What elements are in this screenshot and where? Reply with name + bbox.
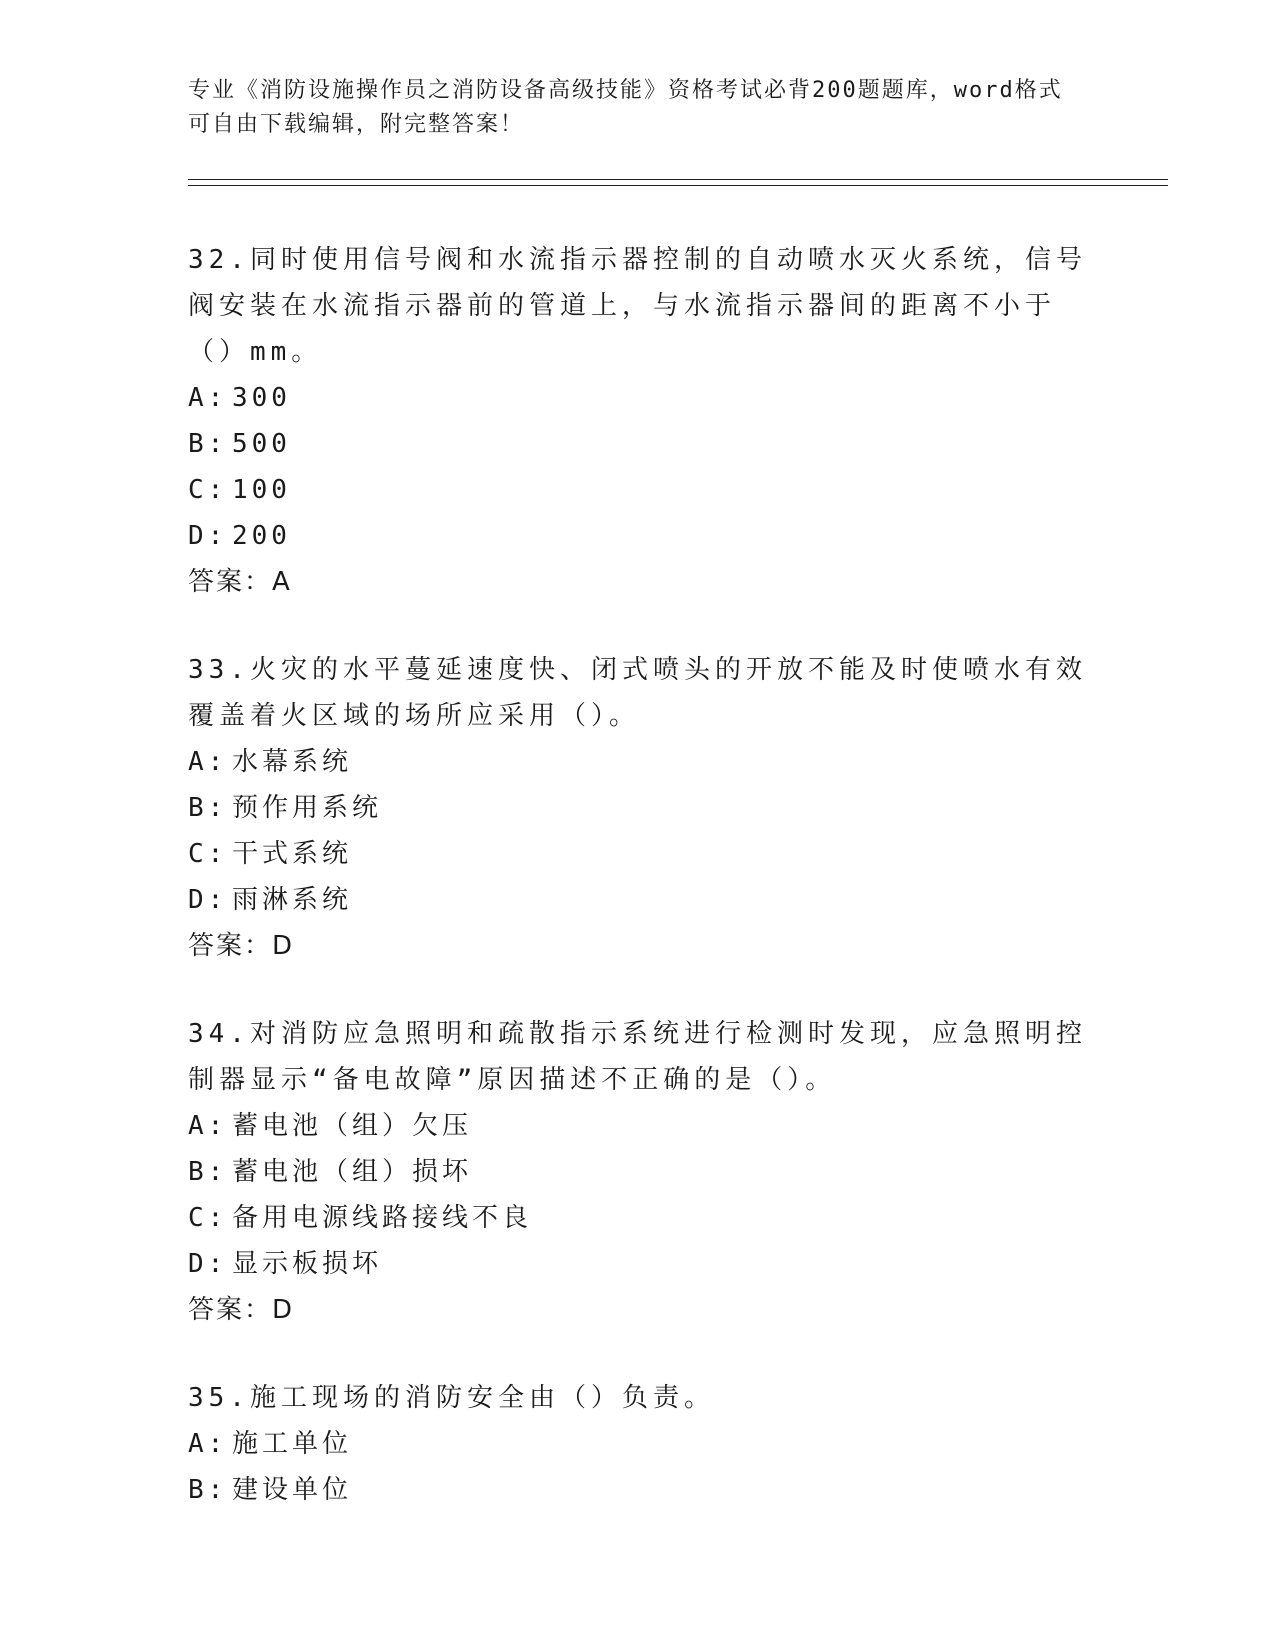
question-list [188, 237, 1088, 1555]
option-text: 水幕系统 [232, 747, 353, 777]
question-stem: 34.对消防应急照明和疏散指示系统进行检测时发现，应急照明控制器显示“备电故障”原因描述不正确的是（）。 [188, 1019, 1087, 1095]
answer-line: 答案：A [188, 567, 292, 597]
document-intro: 专业《消防设施操作员之消防设备高级技能》资格考试必背200题题库，word格式可自由下载编辑，附完整答案！ [188, 78, 1063, 137]
option-text: 干式系统 [232, 839, 353, 869]
option-letter: B: [188, 1475, 228, 1505]
header-divider-top [188, 179, 1168, 180]
question-stem: 32.同时使用信号阀和水流指示器控制的自动喷水灭火系统，信号阀安装在水流指示器前的管道上，与水流指示器间的距离不小于（）mm。 [188, 245, 1087, 367]
option-letter: B: [188, 1157, 228, 1187]
option-a [188, 739, 1088, 785]
answer-line: 答案：D [188, 931, 295, 961]
option-c [188, 467, 1088, 513]
option-letter: D: [188, 1249, 228, 1279]
option-text: 建设单位 [232, 1475, 353, 1505]
option-letter: B: [188, 793, 228, 823]
option-b [188, 785, 1088, 831]
option-text: 500 [232, 429, 291, 459]
option-c [188, 831, 1088, 877]
option-c [188, 1195, 1088, 1241]
option-a [188, 1103, 1088, 1149]
option-b [188, 1467, 1088, 1513]
option-text: 蓄电池（组）欠压 [232, 1111, 473, 1141]
option-letter: C: [188, 1203, 228, 1233]
option-letter: D: [188, 885, 228, 915]
option-text: 备用电源线路接线不良 [232, 1203, 533, 1233]
option-letter: A: [188, 747, 228, 777]
question-32 [188, 237, 1088, 605]
option-text: 显示板损坏 [232, 1249, 383, 1279]
option-text: 300 [232, 383, 291, 413]
option-letter: C: [188, 839, 228, 869]
option-b [188, 1149, 1088, 1195]
option-text: 200 [232, 521, 291, 551]
question-stem: 35.施工现场的消防安全由（）负责。 [188, 1383, 715, 1413]
option-letter: B: [188, 429, 228, 459]
option-b [188, 421, 1088, 467]
option-d [188, 513, 1088, 559]
option-a [188, 375, 1088, 421]
header-divider-bottom [188, 185, 1168, 186]
option-letter: A: [188, 1429, 228, 1459]
option-text: 100 [232, 475, 291, 505]
option-text: 预作用系统 [232, 793, 383, 823]
option-d [188, 877, 1088, 923]
option-letter: C: [188, 475, 228, 505]
option-text: 雨淋系统 [232, 885, 353, 915]
answer-line: 答案：D [188, 1295, 295, 1325]
question-stem: 33.火灾的水平蔓延速度快、闭式喷头的开放不能及时使喷水有效覆盖着火区域的场所应采用（）。 [188, 655, 1087, 731]
option-letter: A: [188, 1111, 228, 1141]
option-text: 蓄电池（组）损坏 [232, 1157, 473, 1187]
question-33 [188, 647, 1088, 969]
option-letter: A: [188, 383, 228, 413]
question-35 [188, 1375, 1088, 1513]
option-d [188, 1241, 1088, 1287]
option-letter: D: [188, 521, 228, 551]
option-a [188, 1421, 1088, 1467]
option-text: 施工单位 [232, 1429, 353, 1459]
question-34 [188, 1011, 1088, 1333]
